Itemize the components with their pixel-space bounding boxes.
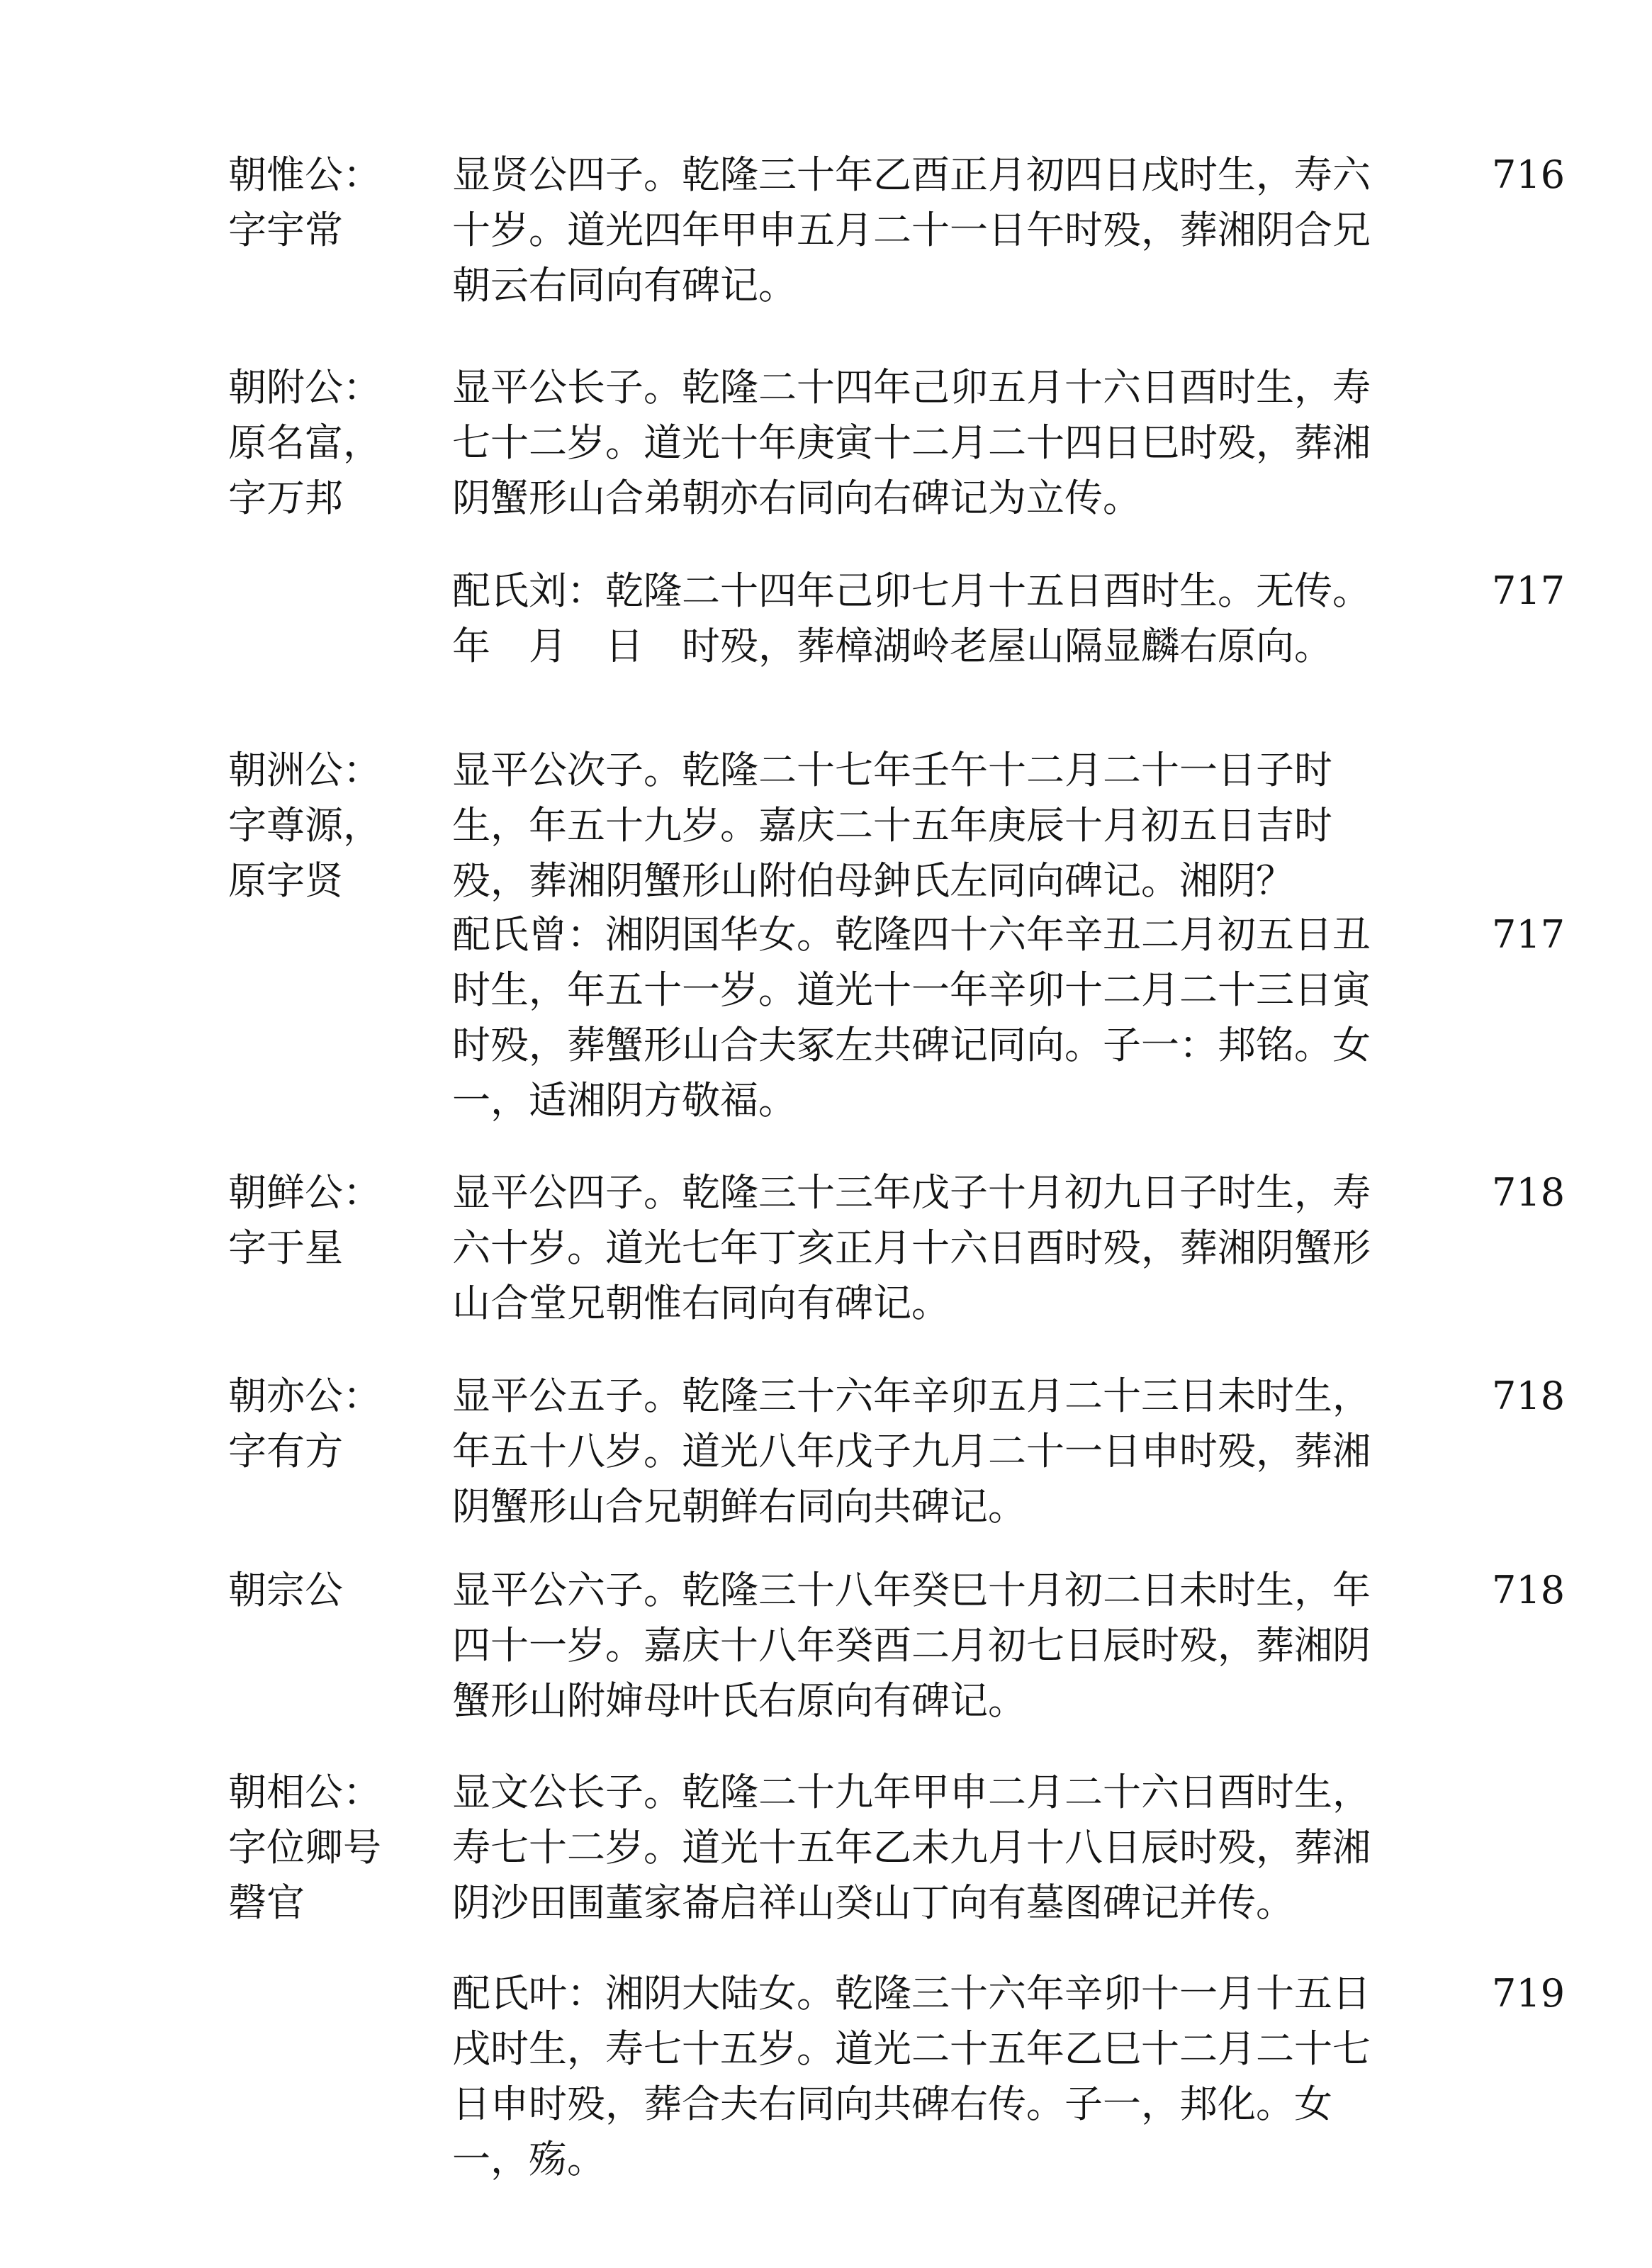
entry-text: 配氏曾：湘阴国华女。乾隆四十六年辛丑二月初五日丑 时生，年五十一岁。道光十一年辛卯十二月二十三日寅 时殁，葬蟹形山合夫冢左共碑记同向。子一：邦铭。女 一，适湘阴方敬福。: [452, 912, 1371, 1123]
entry-page-number: 717: [1492, 568, 1566, 613]
entry-page-number: 718: [1492, 1568, 1566, 1612]
entry-name: 朝相公： 字位卿号 磬官: [228, 1770, 381, 1925]
entry-text: 配氏叶：湘阴大陆女。乾隆三十六年辛卯十一月十五日 戌时生，寿七十五岁。道光二十五年乙巳十二月二十七 日申时殁，葬合夫右同向共碑右传。子一，邦化。女 一，殇。: [452, 1971, 1371, 2182]
entry-name: 朝附公： 原名富， 字万邦: [228, 365, 381, 520]
entry-text: 配氏刘：乾隆二十四年己卯七月十五日酉时生。无传。 年 月 日 时殁，葬樟湖岭老屋山隔显麟右原向。: [452, 568, 1371, 668]
entry-text: 显文公长子。乾隆二十九年甲申二月二十六日酉时生， 寿七十二岁。道光十五年乙未九月十八日辰时殁，葬湘 阴沙田围董家崙启祥山癸山丁向有墓图碑记并传。: [452, 1770, 1371, 1925]
entry-page-number: 719: [1492, 1971, 1566, 2016]
entry-name: 朝惟公： 字宇常: [228, 152, 381, 252]
entry-page-number: 716: [1492, 152, 1566, 197]
entry-text: 显平公五子。乾隆三十六年辛卯五月二十三日未时生， 年五十八岁。道光八年戊子九月二十一日申时殁，葬湘 阴蟹形山合兄朝鲜右同向共碑记。: [452, 1374, 1371, 1529]
entry-name: 朝洲公： 字尊源， 原字贤: [228, 748, 381, 903]
entry-page-number: 718: [1492, 1374, 1566, 1418]
entry-text: 显平公次子。乾隆二十七年壬午十二月二十一日子时 生，年五十九岁。嘉庆二十五年庚辰十月初五日吉时 殁，葬湘阴蟹形山附伯母鈡氏左同向碑记。湘阴？: [452, 748, 1332, 903]
entry-text: 显平公四子。乾隆三十三年戊子十月初九日子时生，寿 六十岁。道光七年丁亥正月十六日酉时殁，葬湘阴蟹形 山合堂兄朝惟右同向有碑记。: [452, 1170, 1371, 1325]
entry-name: 朝鲜公： 字于星: [228, 1170, 381, 1270]
entry-text: 显贤公四子。乾隆三十年乙酉正月初四日戌时生，寿六 十岁。道光四年甲申五月二十一日午时殁，葬湘阴合兄 朝云右同向有碑记。: [452, 152, 1371, 308]
entry-page-number: 718: [1492, 1170, 1566, 1215]
entry-page-number: 717: [1492, 912, 1566, 957]
entry-name: 朝宗公: [228, 1568, 343, 1612]
entry-name: 朝亦公： 字有方: [228, 1374, 381, 1473]
entry-text: 显平公六子。乾隆三十八年癸巳十月初二日未时生，年 四十一岁。嘉庆十八年癸酉二月初七日辰时殁，葬湘阴 蟹形山附婶母叶氏右原向有碑记。: [452, 1568, 1371, 1723]
entry-text: 显平公长子。乾隆二十四年己卯五月十六日酉时生，寿 七十二岁。道光十年庚寅十二月二十四日巳时殁，葬湘 阴蟹形山合弟朝亦右同向右碑记为立传。: [452, 365, 1371, 520]
